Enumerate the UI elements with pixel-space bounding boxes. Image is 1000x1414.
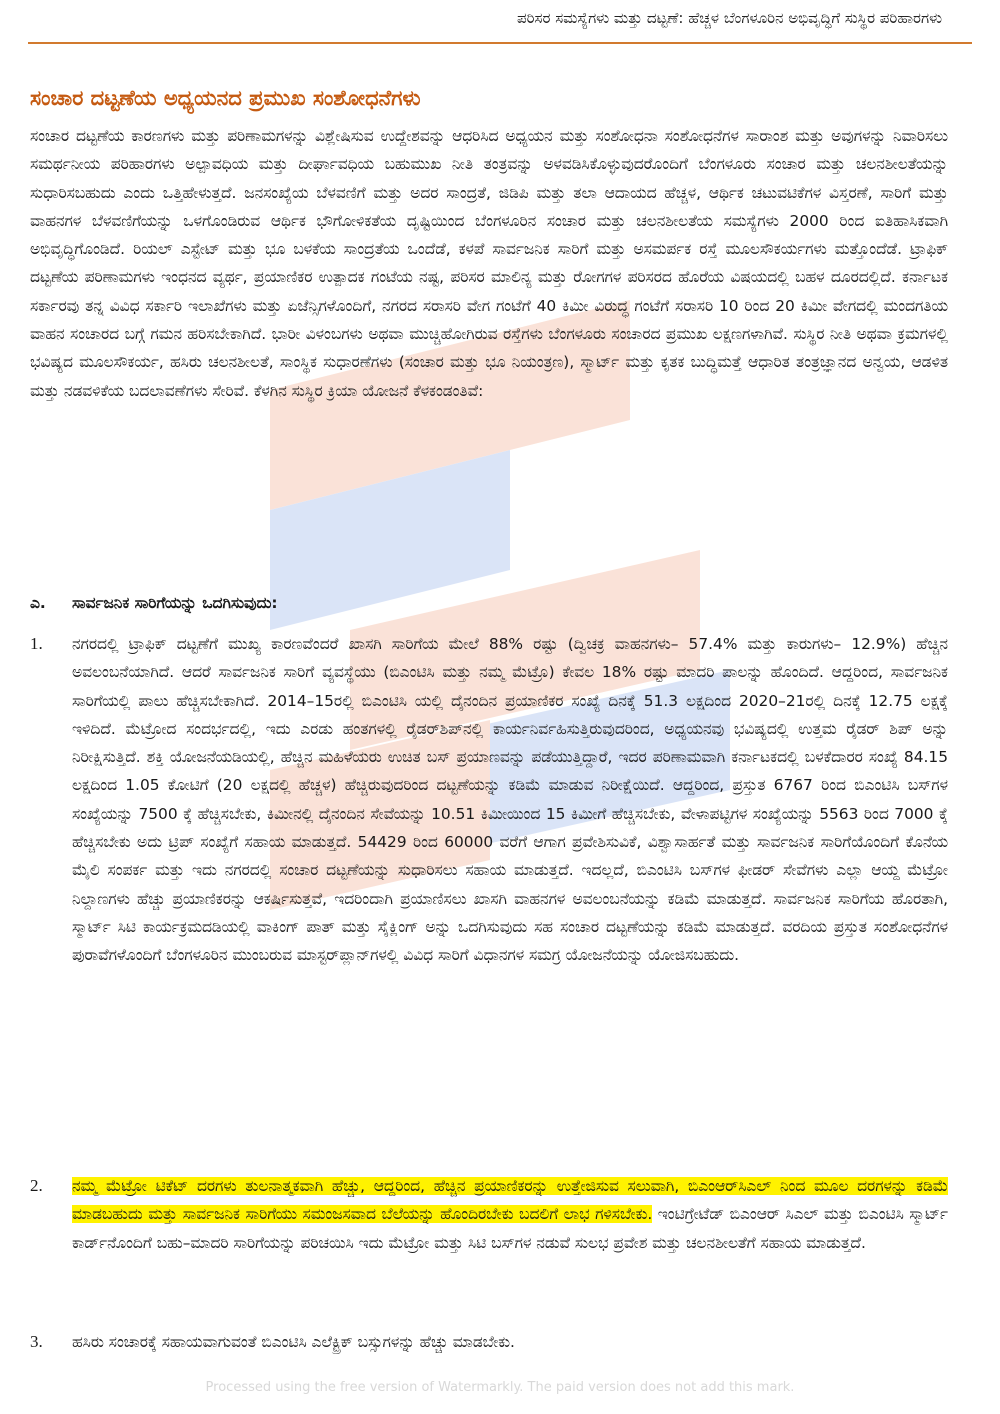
list-item: [30, 630, 948, 970]
section-title: ಸಂಚಾರ ದಟ್ಟಣೆಯ ಅಧ್ಯಯನದ ಪ್ರಮುಖ ಸಂಶೋಧನೆಗಳು: [30, 86, 421, 110]
list-item-body: [72, 1172, 948, 1257]
list-item: [30, 1172, 948, 1257]
list-item-text: ಇಂಟಿಗ್ರೇಟೆಡ್ ಬಿಎಂಆರ್ ಸಿಎಲ್ ಮತ್ತು ಬಿಎಂಟಿಸಿ ಸ್ಮಾರ್ಟ್ ಕಾರ್ಡ್‌ನೊಂದಿಗೆ ಬಹು–ಮಾದರಿ ಸಾರಿಗೆಯನ್ನು ಪರಿಚಯಿಸಿ ಇದು ಮೆಟ್ರೋ ಮತ್ತು ಸಿಟಿ ಬಸ್‌ಗಳ ನಡುವೆ ಸುಲಭ ಪ್ರವೇಶ ಮತ್ತು ಚಲನಶೀಲತೆಗೆ ಸಹಾಯ ಮಾಡುತ್ತದೆ.: [72, 1205, 948, 1252]
subsection-label: ಎ.: [30, 594, 46, 612]
list-item-number: 3.: [30, 1332, 43, 1351]
list-item-number: 1.: [30, 634, 43, 653]
list-item-number: 2.: [30, 1176, 43, 1195]
running-title: ಪರಿಸರ ಸಮಸ್ಯೆಗಳು ಮತ್ತು ದಟ್ಟಣೆ: ಹೆಚ್ಚಳ ಬೆಂಗಳೂರಿನ ಅಭಿವೃದ್ಧಿಗೆ ಸುಸ್ಥಿರ ಪರಿಹಾರಗಳು: [517, 9, 942, 27]
page-header: [28, 0, 972, 44]
list-item-text: ಹಸಿರು ಸಂಚಾರಕ್ಕೆ ಸಹಾಯವಾಗುವಂತೆ ಬಿಎಂಟಿಸಿ ಎಲೆಕ್ಟ್ರಿಕ್ ಬಸ್ಸುಗಳನ್ನು ಹೆಚ್ಚು ಮಾಡಬೇಕು.: [72, 1333, 515, 1351]
list-item-text: ನಗರದಲ್ಲಿ ಟ್ರಾಫಿಕ್ ದಟ್ಟಣೆಗೆ ಮುಖ್ಯ ಕಾರಣವೆಂದರೆ ಖಾಸಗಿ ಸಾರಿಗೆಯ ಮೇಲೆ 88% ರಷ್ಟು (ದ್ವಿಚಕ್ರ ವಾಹನಗಳು– 57.4% ಮತ್ತು ಕಾರುಗಳು– 12.9%) ಹೆಚ್ಚಿನ ಅವಲಂಬನೆಯಾಗಿದೆ. ಆದರೆ ಸಾರ್ವಜನಿಕ ಸಾರಿಗೆ ವ್ಯವಸ್ಥೆಯು (ಬಿಎಂಟಿಸಿ ಮತ್ತು ನಮ್ಮ ಮೆಟ್ರೊ) ಕೇವಲ 18% ರಷ್ಟು ಮಾದರಿ ಪಾಲನ್ನು ಹೊಂದಿದೆ. ಆದ್ದರಿಂದ, ಸಾರ್ವಜನಿಕ ಸಾರಿಗೆಯಲ್ಲಿ ಪಾಲು ಹೆಚ್ಚಿಸಬೇಕಾಗಿದೆ. 2014–15ರಲ್ಲಿ ಬಿಎಂಟಿಸಿ ಯಲ್ಲಿ ದೈನಂದಿನ ಪ್ರಯಾಣಿಕರ ಸಂಖ್ಯೆ ದಿನಕ್ಕೆ 51.3 ಲಕ್ಷದಿಂದ 2020–21ರಲ್ಲಿ ದಿನಕ್ಕೆ 12.75 ಲಕ್ಷಕ್ಕೆ ಇಳಿದಿದೆ. ಮೆಟ್ರೋದ ಸಂದರ್ಭದಲ್ಲಿ, ಇದು ಎರಡು ಹಂತಗಳಲ್ಲಿ ರೈಡರ್‌ಶಿಪ್‌ನಲ್ಲಿ ಕಾರ್ಯನಿರ್ವಹಿಸುತ್ತಿರುವುದರಿಂದ, ಅಧ್ಯಯನವು ಭವಿಷ್ಯದಲ್ಲಿ ಉತ್ತಮ ರೈಡರ್ ಶಿಪ್ ಅನ್ನು ನಿರೀಕ್ಷಿಸುತ್ತಿದೆ. ಶಕ್ತಿ ಯೋಜನೆಯಡಿಯಲ್ಲಿ, ಹೆಚ್ಚಿನ ಮಹಿಳೆಯರು ಉಚಿತ ಬಸ್ ಪ್ರಯಾಣವನ್ನು ಪಡೆಯುತ್ತಿದ್ದಾರೆ, ಇದರ ಪರಿಣಾಮವಾಗಿ ಕರ್ನಾಟಕದಲ್ಲಿ ಬಳಕೆದಾರರ ಸಂಖ್ಯೆ 84.15 ಲಕ್ಷದಿಂದ 1.05 ಕೋಟಿಗೆ (20 ಲಕ್ಷದಲ್ಲಿ ಹೆಚ್ಚಳ) ಹೆಚ್ಚಿರುವುದರಿಂದ ದಟ್ಟಣೆಯನ್ನು ಕಡಿಮೆ ಮಾಡುವ ನಿರೀಕ್ಷೆಯಿದೆ. ಆದ್ದರಿಂದ, ಪ್ರಸ್ತುತ 6767 ರಿಂದ ಬಿಎಂಟಿಸಿ ಬಸ್‌ಗಳ ಸಂಖ್ಯೆಯನ್ನು 7500 ಕ್ಕೆ ಹೆಚ್ಚಿಸಬೇಕು, ಕಿಮೀನಲ್ಲಿ ದೈನಂದಿನ ಸೇವೆಯನ್ನು 10.51 ಕಿಮೀಯಿಂದ 15 ಕಿಮೀಗೆ ಹೆಚ್ಚಿಸಬೇಕು, ವೇಳಾಪಟ್ಟಿಗಳ ಸಂಖ್ಯೆಯನ್ನು 5563 ರಿಂದ 7000 ಕ್ಕೆ ಹೆಚ್ಚಿಸಬೇಕು ಅದು ಟ್ರಿಪ್ ಸಂಖ್ಯೆಗೆ ಸಹಾಯ ಮಾಡುತ್ತದೆ. 54429 ರಿಂದ 60000 ವರೆಗೆ ಆಗಾಗ ಪ್ರವೇಶಿಸುವಿಕೆ, ವಿಶ್ವಾಸಾರ್ಹತೆ ಮತ್ತು ಸಾರ್ವಜನಿಕ ಸಾರಿಗೆಯೊಂದಿಗೆ ಕೊನೆಯ ಮೈಲಿ ಸಂಪರ್ಕ ಮತ್ತು ಇದು ನಗರದಲ್ಲಿ ಸಂಚಾರ ದಟ್ಟಣೆಯನ್ನು ಸುಧಾರಿಸಲು ಸಹಾಯ ಮಾಡುತ್ತದೆ. ಇದಲ್ಲದೆ, ಬಿಎಂಟಿಸಿ ಬಸ್‌ಗಳ ಫೀಡರ್ ಸೇವೆಗಳು ಎಲ್ಲಾ ಆಯ್ದ ಮೆಟ್ರೋ ನಿಲ್ದಾಣಗಳು ಹೆಚ್ಚು ಪ್ರಯಾಣಿಕರನ್ನು ಆಕರ್ಷಿಸುತ್ತವೆ, ಇದರಿಂದಾಗಿ ಪ್ರಯಾಣಿಸಲು ಖಾಸಗಿ ವಾಹನಗಳ ಅವಲಂಬನೆಯನ್ನು ಕಡಿಮೆ ಮಾಡುತ್ತದೆ. ಸಾರ್ವಜನಿಕ ಸಾರಿಗೆಯ ಹೊರತಾಗಿ, ಸ್ಮಾರ್ಟ್ ಸಿಟಿ ಕಾರ್ಯಕ್ರಮದಡಿಯಲ್ಲಿ ವಾಕಿಂಗ್ ಪಾತ್ ಮತ್ತು ಸೈಕ್ಲಿಂಗ್ ಅನ್ನು ಒದಗಿಸುವುದು ಸಹ ಸಂಚಾರ ದಟ್ಟಣೆಯನ್ನು ಕಡಿಮೆ ಮಾಡುತ್ತದೆ. ವರದಿಯ ಪ್ರಸ್ತುತ ಸಂಶೋಧನೆಗಳ ಪುರಾವೆಗಳೊಂದಿಗೆ ಬೆಂಗಳೂರಿನ ಮುಂಬರುವ ಮಾಸ್ಟರ್‌ಪ್ಲಾನ್‌ಗಳಲ್ಲಿ ವಿವಿಧ ಸಾರಿಗೆ ವಿಧಾನಗಳ ಸಮಗ್ರ ಯೋಜನೆಯನ್ನು ಯೋಜಿಸಬಹುದು.: [72, 635, 948, 965]
list-item: [30, 1328, 948, 1356]
subsection-title: ಸಾರ್ವಜನಿಕ ಸಾರಿಗೆಯನ್ನು ಒದಗಿಸುವುದು:: [72, 594, 278, 612]
highlighted-text: ನಮ್ಮ ಮೆಟ್ರೋ ಟಿಕೆಟ್ ದರಗಳು ತುಲನಾತ್ಮಕವಾಗಿ ಹೆಚ್ಚು, ಆದ್ದರಿಂದ, ಹೆಚ್ಚಿನ ಪ್ರಯಾಣಿಕರನ್ನು ಉತ್ತೇಜಿಸುವ ಸಲುವಾಗಿ, ಬಿಎಂಆರ್‌ಸಿಎಲ್ ನಿಂದ ಮೂಲ ದರಗಳನ್ನು ಕಡಿಮೆ ಮಾಡಬಹುದು ಮತ್ತು ಸಾರ್ವಜನಿಕ ಸಾರಿಗೆಯು ಸಮಂಜಸವಾದ ಬೆಲೆಯನ್ನು ಹೊಂದಿರಬೇಕು ಬದಲಿಗೆ ಲಾಭ ಗಳಿಸಬೇಕು.: [72, 1177, 948, 1224]
subsection-heading: [30, 594, 278, 613]
watermark-footer-text: Processed using the free version of Watermarkly. The paid version does not add this mark.: [205, 1380, 795, 1395]
intro-paragraph: ಸಂಚಾರ ದಟ್ಟಣೆಯ ಕಾರಣಗಳು ಮತ್ತು ಪರಿಣಾಮಗಳನ್ನು ವಿಶ್ಲೇಷಿಸುವ ಉದ್ದೇಶವನ್ನು ಆಧರಿಸಿದ ಅಧ್ಯಯನ ಮತ್ತು ಸಂಶೋಧನಾ ಸಂಶೋಧನೆಗಳ ಸಾರಾಂಶ ಮತ್ತು ಅವುಗಳನ್ನು ನಿವಾರಿಸಲು ಸಮರ್ಥನೀಯ ಪರಿಹಾರಗಳು ಅಲ್ಪಾವಧಿಯ ಮತ್ತು ದೀರ್ಘಾವಧಿಯ ಬಹುಮುಖ ನೀತಿ ತಂತ್ರವನ್ನು ಅಳವಡಿಸಿಕೊಳ್ಳುವುದರೊಂದಿಗೆ ಬೆಂಗಳೂರು ಸಂಚಾರ ಮತ್ತು ಚಲನಶೀಲತೆಯನ್ನು ಸುಧಾರಿಸಬಹುದು ಎಂದು ಒತ್ತಿಹೇಳುತ್ತದೆ. ಜನಸಂಖ್ಯೆಯ ಬೆಳವಣಿಗೆ ಮತ್ತು ಅದರ ಸಾಂದ್ರತೆ, ಜಿಡಿಪಿ ಮತ್ತು ತಲಾ ಆದಾಯದ ಹೆಚ್ಚಳ, ಆರ್ಥಿಕ ಚಟುವಟಿಕೆಗಳ ವಿಸ್ತರಣೆ, ಸಾರಿಗೆ ಮತ್ತು ವಾಹನಗಳ ಬೆಳವಣಿಗೆಯನ್ನು ಒಳಗೊಂಡಿರುವ ಆರ್ಥಿಕ ಭೌಗೋಳಿಕತೆಯ ದೃಷ್ಟಿಯಿಂದ ಬೆಂಗಳೂರಿನ ಸಂಚಾರ ಮತ್ತು ಚಲನಶೀಲತೆಯ ಸಮಸ್ಯೆಗಳು 2000 ರಿಂದ ಐತಿಹಾಸಿಕವಾಗಿ ಅಭಿವೃದ್ಧಿಗೊಂಡಿದೆ. ರಿಯಲ್ ಎಸ್ಟೇಟ್ ಮತ್ತು ಭೂ ಬಳಕೆಯ ಸಾಂದ್ರತೆಯ ಒಂದೆಡೆ, ಕಳಪೆ ಸಾರ್ವಜನಿಕ ಸಾರಿಗೆ ಮತ್ತು ಅಸಮರ್ಪಕ ರಸ್ತೆ ಮೂಲಸೌಕರ್ಯಗಳು ಮತ್ತೊಂದೆಡೆ. ಟ್ರಾಫಿಕ್ ದಟ್ಟಣೆಯ ಪರಿಣಾಮಗಳು ಇಂಧನದ ವ್ಯರ್ಥ, ಪ್ರಯಾಣಿಕರ ಉತ್ಪಾದಕ ಗಂಟೆಯ ನಷ್ಟ, ಪರಿಸರ ಮಾಲಿನ್ಯ ಮತ್ತು ರೋಗಗಳ ಪರಿಸರದ ಹೊರೆಯ ವಿಷಯದಲ್ಲಿ ಬಹಳ ದೂರದಲ್ಲಿದೆ. ಕರ್ನಾಟಕ ಸರ್ಕಾರವು ತನ್ನ ವಿವಿಧ ಸರ್ಕಾರಿ ಇಲಾಖೆಗಳು ಮತ್ತು ಏಜೆನ್ಸಿಗಳೊಂದಿಗೆ, ನಗರದ ಸರಾಸರಿ ವೇಗ ಗಂಟೆಗೆ 40 ಕಿಮೀ ವಿರುದ್ಧ ಗಂಟೆಗೆ ಸರಾಸರಿ 10 ರಿಂದ 20 ಕಿಮೀ ವೇಗದಲ್ಲಿ ಮಂದಗತಿಯ ವಾಹನ ಸಂಚಾರದ ಬಗ್ಗೆ ಗಮನ ಹರಿಸಬೇಕಾಗಿದೆ. ಭಾರೀ ವಿಳಂಬಗಳು ಅಥವಾ ಮುಚ್ಚಿಹೋಗಿರುವ ರಸ್ತೆಗಳು ಬೆಂಗಳೂರು ಸಂಚಾರದ ಪ್ರಮುಖ ಲಕ್ಷಣಗಳಾಗಿವೆ. ಸುಸ್ಥಿರ ನೀತಿ ಅಥವಾ ಕ್ರಮಗಳಲ್ಲಿ ಭವಿಷ್ಯದ ಮೂಲಸೌಕರ್ಯ, ಹಸಿರು ಚಲನಶೀಲತೆ, ಸಾಂಸ್ಥಿಕ ಸುಧಾರಣೆಗಳು (ಸಂಚಾರ ಮತ್ತು ಭೂ ನಿಯಂತ್ರಣ), ಸ್ಮಾರ್ಟ್ ಮತ್ತು ಕೃತಕ ಬುದ್ಧಿಮತ್ತೆ ಆಧಾರಿತ ತಂತ್ರಜ್ಞಾನದ ಅನ್ವಯ, ಆಡಳಿತ ಮತ್ತು ನಡವಳಿಕೆಯ ಬದಲಾವಣೆಗಳು ಸೇರಿವೆ. ಕೆಳಗಿನ ಸುಸ್ಥಿರ ಕ್ರಿಯಾ ಯೋಜನೆ ಕೆಳಕಂಡಂತಿವೆ:: [30, 127, 948, 400]
